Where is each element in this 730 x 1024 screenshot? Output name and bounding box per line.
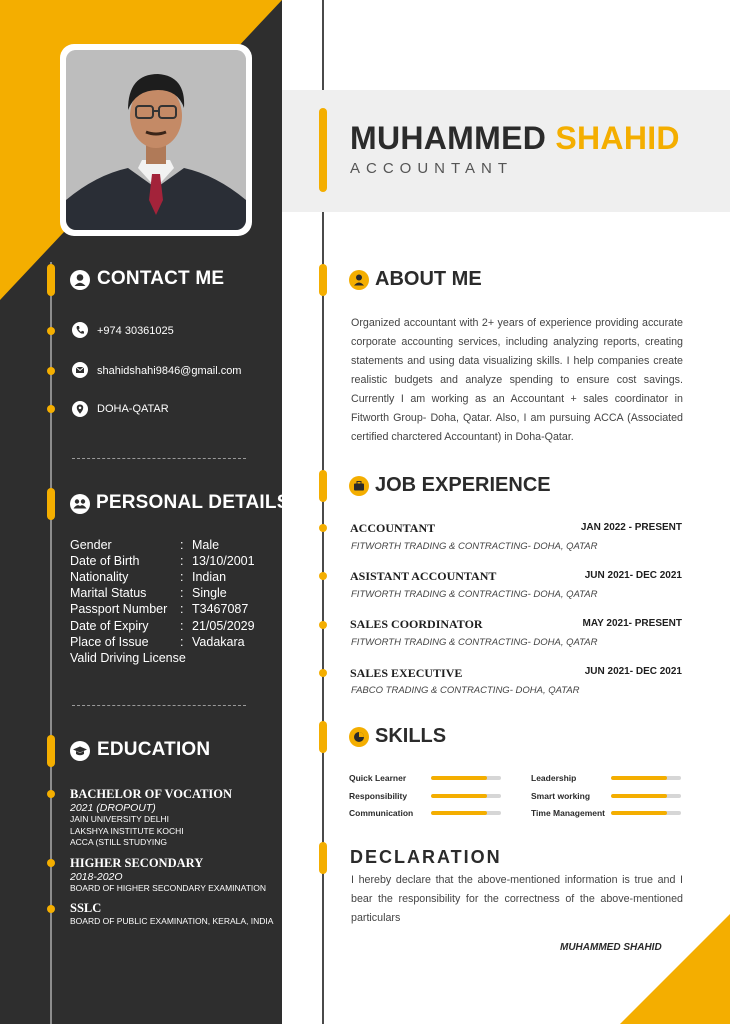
user-icon (70, 270, 90, 290)
section-marker (47, 735, 55, 767)
timeline-dot (47, 327, 55, 335)
pd-value: Indian (192, 570, 227, 584)
job-title: ACCOUNTANT (350, 160, 514, 177)
declaration-heading: DECLARATION (350, 847, 502, 867)
timeline-dot (319, 572, 327, 580)
section-marker (47, 264, 55, 296)
education-item (70, 901, 273, 928)
skill-bar (431, 776, 501, 780)
skill-bar (611, 811, 681, 815)
declaration-text: I hereby declare that the above-mentioned information is true and I bear the responsibility for the correctness of the above-mentioned particulars (351, 874, 683, 924)
timeline-dot (319, 621, 327, 629)
briefcase-icon (349, 476, 369, 496)
full-name (350, 120, 680, 157)
email-icon (72, 362, 88, 378)
experience-heading: JOB EXPERIENCE (375, 474, 551, 496)
education-title: SSLC (70, 901, 102, 915)
pd-colon: : (180, 586, 184, 600)
person-icon (349, 270, 369, 290)
education-line: BOARD OF PUBLIC EXAMINATION, KERALA, INDIA (70, 916, 274, 926)
people-icon (70, 494, 90, 514)
pd-colon: : (180, 570, 184, 584)
pd-colon: : (180, 635, 184, 649)
name-marker (319, 108, 327, 192)
pd-label: Date of Birth (70, 554, 140, 568)
pd-label: Marital Status (70, 586, 147, 600)
job-title: ACCOUNTANT (350, 521, 436, 535)
education-year: 2021 (DROPOUT) (70, 802, 156, 814)
skill-name: Quick Learner (349, 773, 407, 783)
divider (72, 458, 246, 459)
pd-value: Vadakara (192, 635, 245, 649)
job-title: ASISTANT ACCOUNTANT (350, 569, 497, 583)
profile-photo (66, 50, 246, 230)
divider (72, 705, 246, 706)
section-marker (319, 842, 327, 874)
pd-label: Place of Issue (70, 635, 149, 649)
skill-bar (431, 794, 501, 798)
skill-name: Leadership (531, 773, 577, 783)
pd-colon: : (180, 538, 184, 552)
timeline-dot (319, 524, 327, 532)
education-line: JAIN UNIVERSITY DELHI (70, 814, 170, 824)
contact-heading: CONTACT ME (97, 268, 225, 289)
skill-level (611, 811, 667, 815)
education-line: LAKSHYA INSTITUTE KOCHI (70, 825, 184, 836)
education-item (70, 856, 266, 895)
pd-label: Date of Expiry (70, 619, 149, 633)
location-icon (72, 401, 88, 417)
skill-level (611, 776, 667, 780)
about-text: Organized accountant with 2+ years of experience providing accurate corporate accounting services, including analyzing reports, creating statements and using data visualizing skills. I help companies create realistic budgets and analyze spending to ensure cost savings. Currently I am working as an Accountant + sales coordinator in Fitworth Group- Doha, Qatar. Also, I am pursuing ACCA (Associated certified charctered Accountant) in Doha-Qatar. (351, 317, 683, 443)
yellow-corner-decoration (620, 914, 730, 1024)
skill-bar (611, 794, 681, 798)
phone-icon (72, 322, 88, 338)
section-marker (319, 721, 327, 753)
pd-label: Valid Driving License (70, 651, 186, 665)
job-company: FITWORTH TRADING & CONTRACTING- DOHA, QATAR (351, 541, 598, 552)
pd-value: Male (192, 538, 220, 552)
education-heading: EDUCATION (97, 739, 211, 760)
personal-heading: PERSONAL DETAILS (96, 492, 290, 513)
timeline-dot (47, 405, 55, 413)
education-title: BACHELOR OF VOCATION (70, 787, 233, 801)
skill-name: Communication (349, 808, 414, 818)
job-dates: MAY 2021- PRESENT (582, 618, 682, 629)
section-marker (319, 264, 327, 296)
job-dates: JAN 2022 - PRESENT (580, 522, 682, 533)
timeline-dot (47, 367, 55, 375)
contact-phone[interactable]: +974 30361025 (97, 325, 174, 337)
skill-name: Time Management (531, 808, 606, 818)
section-marker (47, 488, 55, 520)
job-company: FITWORTH TRADING & CONTRACTING- DOHA, QATAR (351, 589, 598, 600)
timeline-dot (47, 790, 55, 798)
pd-value: T3467087 (192, 602, 249, 616)
pd-value: 13/10/2001 (192, 554, 255, 568)
pd-label: Gender (70, 538, 112, 552)
job-company: FITWORTH TRADING & CONTRACTING- DOHA, QATAR (351, 637, 598, 648)
pd-colon: : (180, 619, 184, 633)
contact-location: DOHA-QATAR (97, 403, 169, 415)
section-marker (319, 470, 327, 502)
timeline-dot (47, 905, 55, 913)
education-item (70, 787, 232, 849)
skill-name: Responsibility (349, 791, 408, 801)
pd-value: 21/05/2029 (192, 619, 255, 633)
job-title: SALES COORDINATOR (350, 617, 483, 631)
skill-level (431, 794, 487, 798)
skills-heading: SKILLS (375, 725, 447, 747)
pd-value: Single (192, 586, 227, 600)
skill-level (431, 811, 487, 815)
pd-label: Passport Number (70, 602, 168, 616)
skill-name: Smart working (531, 791, 591, 801)
job-company: FABCO TRADING & CONTRACTING- DOHA, QATAR (351, 685, 580, 696)
signature: MUHAMMED SHAHID (560, 942, 662, 953)
contact-email[interactable]: shahidshahi9846@gmail.com (97, 365, 242, 377)
education-year: 2018-202O (70, 871, 123, 883)
timeline-dot (47, 859, 55, 867)
first-name: MUHAMMED (350, 120, 547, 156)
education-line: ACCA (STILL STUDYING (70, 837, 167, 847)
skill-level (611, 794, 667, 798)
skill-level (431, 776, 487, 780)
graduation-cap-icon (70, 741, 90, 761)
education-line: BOARD OF HIGHER SECONDARY EXAMINATION (70, 883, 267, 893)
job-dates: JUN 2021- DEC 2021 (584, 570, 682, 581)
timeline-dot (319, 669, 327, 677)
pd-colon: : (180, 602, 184, 616)
pd-label: Nationality (70, 570, 129, 584)
job-dates: JUN 2021- DEC 2021 (584, 666, 682, 677)
skill-bar (611, 776, 681, 780)
chart-icon (349, 727, 369, 747)
pd-colon: : (180, 554, 184, 568)
skill-bar (431, 811, 501, 815)
about-heading: ABOUT ME (375, 268, 482, 290)
last-name: SHAHID (555, 120, 680, 156)
education-title: HIGHER SECONDARY (70, 856, 204, 870)
job-title: SALES EXECUTIVE (350, 666, 463, 680)
